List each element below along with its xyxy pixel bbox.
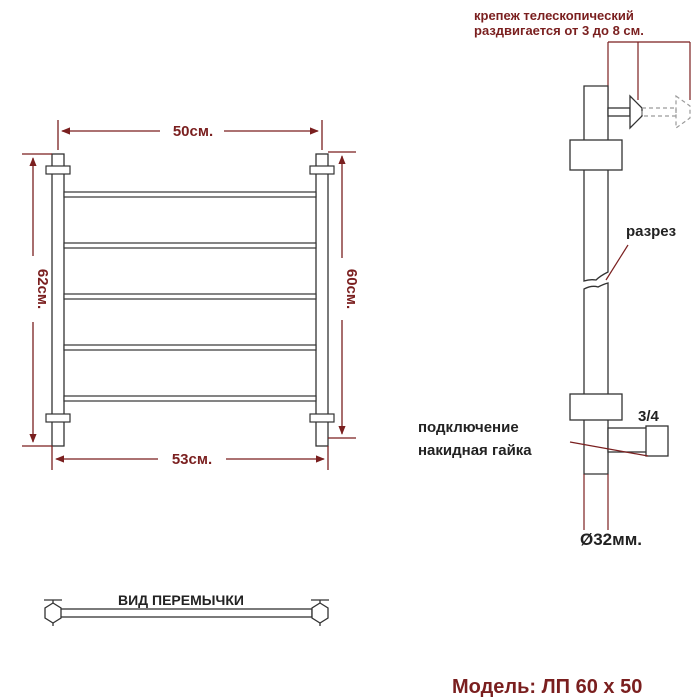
rungs xyxy=(64,192,316,401)
bracket-top-right xyxy=(310,166,334,174)
rung-4 xyxy=(64,345,316,350)
model-label: Модель: ЛП 60 х 50 xyxy=(452,676,643,698)
left-vertical-tube xyxy=(52,154,64,446)
jumper-left-nut xyxy=(44,600,62,626)
thread-size-label: 3/4 xyxy=(638,408,659,425)
dim-diameter xyxy=(584,474,608,530)
connection-label-line2: накидная гайка xyxy=(418,442,532,459)
cut-label: разрез xyxy=(626,223,677,240)
diameter-label: Ø32мм. xyxy=(580,530,643,549)
connection-label-line1: подключение xyxy=(418,419,519,436)
lower-collar xyxy=(570,394,622,420)
bracket-bottom-right xyxy=(310,414,334,422)
height-left-label: 62см. xyxy=(34,268,51,310)
mount-note-leaders xyxy=(608,42,690,100)
rung-3 xyxy=(64,294,316,299)
mount-note-line2: раздвигается от 3 до 8 см. xyxy=(474,23,644,38)
side-tube-upper xyxy=(584,86,608,281)
union-nut xyxy=(646,426,668,456)
bracket-bottom-left xyxy=(46,414,70,422)
height-right-label: 60см. xyxy=(343,268,360,310)
width-bottom-label: 53см. xyxy=(171,451,213,468)
bracket-top-left xyxy=(46,166,70,174)
jumper-view xyxy=(44,592,329,626)
telescopic-bracket xyxy=(608,96,642,128)
cut-leader xyxy=(606,245,628,280)
rung-1 xyxy=(64,192,316,197)
right-vertical-tube xyxy=(316,154,328,446)
jumper-bar xyxy=(58,609,312,617)
jumper-right-nut xyxy=(311,600,329,626)
connection-fitting xyxy=(608,426,668,456)
rung-5 xyxy=(64,396,316,401)
upper-collar xyxy=(570,140,622,170)
rung-2 xyxy=(64,243,316,248)
front-view xyxy=(22,120,360,470)
jumper-view-label: ВИД ПЕРЕМЫЧКИ xyxy=(118,592,244,608)
side-view xyxy=(418,8,690,549)
width-top-label: 50см. xyxy=(172,123,214,140)
mount-note-line1: крепеж телескопический xyxy=(474,8,634,23)
telescopic-bracket-extended xyxy=(642,96,690,128)
